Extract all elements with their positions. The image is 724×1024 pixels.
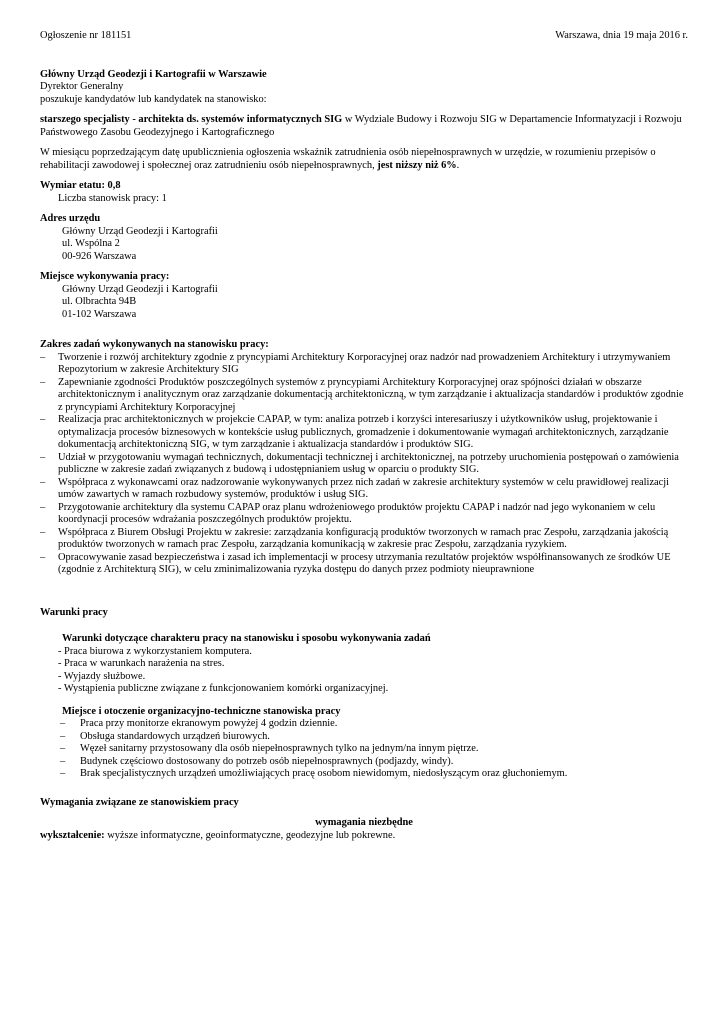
- duty-item: – Tworzenie i rozwój architektury zgodnie z pryncypiami Architektury Korporacyjnej oraz nadzór nad prowadzeniem Architektury i utrzymywaniem Repozytorium w zakresie Architektury SIG: [40, 352, 688, 377]
- education-row: [40, 830, 688, 843]
- place-item: – Brak specjalistycznych urządzeń umożliwiających pracę osobom niewidomym, niedosłyszącym oraz głuchoniemym.: [40, 768, 688, 781]
- duty-item: – Realizacja prac architektonicznych w projekcie CAPAP, w tym: analiza potrzeb i korzyści interesariuszy i użytkowników usług, projektowanie i optymalizacja procesów biznesowych w kontekście usług publicznych, gromadzenie i dokumentowanie wymagań architektonicznych, zarządzanie dokumentacją architektoniczną SIG, w tym zarządzanie i aktualizacja standardów i produktów SIG.: [40, 414, 688, 452]
- workplace-line: 01-102 Warszawa: [62, 308, 137, 320]
- duties-list: [40, 352, 688, 577]
- employment-size: Wymiar etatu: 0,8: [40, 180, 121, 191]
- place-item: – Obsługa standardowych urządzeń biurowych.: [40, 731, 688, 744]
- duties-label: Zakres zadań wykonywanych na stanowisku pracy:: [40, 339, 269, 350]
- address-block: [40, 226, 688, 264]
- duty-item: – Przygotowanie architektury dla systemu CAPAP oraz planu wdrożeniowego produktów projektu CAPAP i nadzór nad jego wykonaniem w celu koordynacji procesów wdrażania poszczególnych produktów projektu.: [40, 502, 688, 527]
- place-item: – Praca przy monitorze ekranowym powyżej 4 godzin dziennie.: [40, 718, 688, 731]
- place-list: [40, 718, 688, 781]
- notice-number: Ogłoszenie nr 181151: [40, 30, 132, 41]
- document-header: [40, 30, 688, 43]
- position-paragraph: [40, 114, 688, 139]
- character-item: - Wyjazdy służbowe.: [58, 670, 146, 682]
- workplace-block: [40, 284, 688, 322]
- position-department: w Wydziale Budowy i Rozwoju SIG w Departamencie Informatyzacji i Rozwoju Państwowego Zasobu Geodezyjnego i Kartograficznego: [40, 114, 682, 138]
- workplace-label: Miejsce wykonywania pracy:: [40, 271, 170, 282]
- character-label: Warunki dotyczące charakteru pracy na stanowisku i sposobu wykonywania zadań: [62, 633, 431, 644]
- character-item: - Praca biurowa z wykorzystaniem komputera.: [58, 645, 252, 657]
- place-item: – Węzeł sanitarny przystosowany dla osób niepełnosprawnych tylko na jednym/na innym piętrze.: [40, 743, 688, 756]
- requirements-label: Wymagania związane ze stanowiskiem pracy: [40, 796, 239, 808]
- duty-item: – Współpraca z wykonawcami oraz nadzorowanie wykonywanych przez nich zadań w zakresie architektury systemów w celu prawidłowej realizacji umów zawartych w ramach rozbudowy systemów, produktów i usług SIG.: [40, 477, 688, 502]
- address-line: Główny Urząd Geodezji i Kartografii: [62, 225, 218, 237]
- disability-end: .: [456, 159, 460, 171]
- address-line: ul. Wspólna 2: [62, 238, 120, 249]
- office-name: Główny Urząd Geodezji i Kartografii w Warszawie: [40, 68, 267, 80]
- duty-item: – Opracowywanie zasad bezpieczeństwa i zasad ich implementacji w procesy utrzymania rezultatów projektów współfinansowanych ze środków UE (zgodnie z Architekturą SIG), w celu zminimalizowania ryzyka dostępu do danych przez podmioty nieuprawnione: [40, 552, 688, 577]
- duty-item: – Zapewnianie zgodności Produktów poszczególnych systemów z pryncypiami Architektury Korporacyjnej oraz spójności działań w obszarze architektonicznym i analitycznym oraz zarządzanie dokumentacją architektoniczną, w tym zarządzanie i aktualizacja standardów i produktów zgodnie z pryncypiami Architektury Korporacyjnej: [40, 377, 688, 415]
- character-item: - Praca w warunkach narażenia na stres.: [58, 658, 225, 669]
- disability-ratio: jest niższy niż 6%: [377, 159, 457, 171]
- education-label: wykształcenie:: [40, 829, 105, 841]
- place-item: – Budynek częściowo dostosowany do potrzeb osób niepełnosprawnych (podjazdy, windy).: [40, 756, 688, 769]
- duty-item: – Udział w przygotowaniu wymagań technicznych, dokumentacji technicznej i architektonicznej, na potrzeby uruchomienia postępowań o zamówienia publiczne w zakresie zadań związanych z budową i udostępnianiem usług w oparciu o produkty SIG.: [40, 452, 688, 477]
- essential-label: wymagania niezbędne: [315, 817, 413, 828]
- positions-count: Liczba stanowisk pracy: 1: [58, 192, 167, 204]
- conditions-label: Warunki pracy: [40, 606, 108, 618]
- character-item: - Wystąpienia publiczne związane z funkcjonowaniem komórki organizacyjnej.: [58, 683, 389, 694]
- disability-text: W miesiącu poprzedzającym datę upublicznienia ogłoszenia wskaźnik zatrudnienia osób niepełnosprawnych w urzędzie, w rozumieniu przepisów o rehabilitacji zawodowej i społecznej oraz zatrudnieniu osób niepełnosprawnych,: [40, 147, 656, 171]
- seeking-text: poszukuje kandydatów lub kandydatek na stanowisko:: [40, 93, 267, 105]
- character-list: [40, 646, 688, 696]
- workplace-line: ul. Olbrachta 94B: [62, 296, 137, 307]
- document-page: [40, 30, 688, 842]
- address-label: Adres urzędu: [40, 213, 101, 224]
- workplace-line: Główny Urząd Geodezji i Kartografii: [62, 283, 218, 295]
- duty-item: – Współpraca z Biurem Obsługi Projektu w zakresie: zarządzania konfiguracją produktów tworzonych w ramach prac Zespołu, zarządzania jakością produktów tworzonych w ramach prac Zespołu, zarządzania komunikacją w zakresie prac Zespołu, zarządzania ryzykiem.: [40, 527, 688, 552]
- place-label: Miejsce i otoczenie organizacyjno-techniczne stanowiska pracy: [62, 705, 341, 717]
- disability-paragraph: [40, 147, 688, 172]
- education-value: wyższe informatyczne, geoinformatyczne, geodezyjne lub pokrewne.: [104, 829, 396, 841]
- place-date: Warszawa, dnia 19 maja 2016 r.: [555, 30, 688, 41]
- address-line: 00-926 Warszawa: [62, 250, 137, 262]
- position-title: starszego specjalisty - architekta ds. systemów informatycznych SIG: [40, 114, 343, 125]
- director-title: Dyrektor Generalny: [40, 81, 124, 92]
